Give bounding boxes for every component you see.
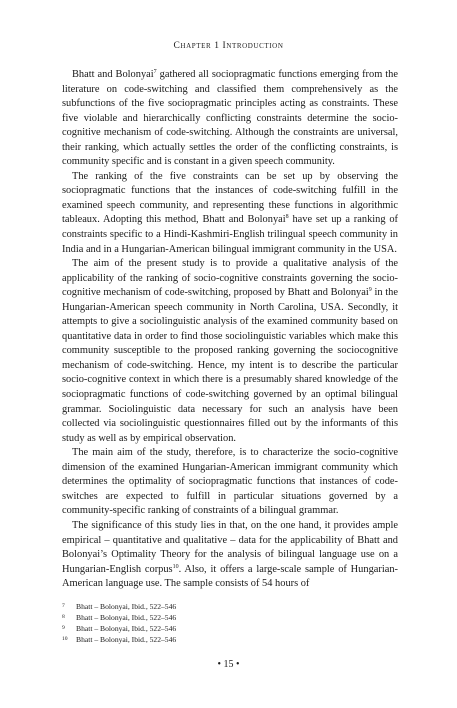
footnote-ref-7: 7 [153, 69, 157, 75]
footnote-text: Bhatt – Bolonyai, Ibid., 522–546 [76, 634, 177, 644]
body-text [62, 68, 398, 592]
footnote [62, 624, 398, 635]
paragraph-1: Bhatt and Bolonyai$^7$ gathered all sociopragmatic functions emerging from the literature on code-switching and classified them comprehensively as the subfunctions of the five sociopragmatic principles acting as constraints. These five violable and hierarchically conflicting constraints determine the socio-cognitive mechanism of code-switching. Although the constraints are universal, their ranking, which actually settles the order of the conflicting constraints, is community specific and is constant in a given speech community. [62, 69, 398, 168]
footnote-number: 10 [62, 635, 68, 642]
paragraph-5: The significance of this study lies in that, on the one hand, it provides ample empirical – quantitative and qualitative – data for the applicability of Bhatt and Bolonyai’s Optimality Theory for the analysis of bilingual language use on a Hungarian-English corpus$^{10}$. Also, it offers a large-scale sample of Hungarian-American language use. The sample consists of 54 hours of [62, 519, 398, 590]
paragraph-4: The main aim of the study, therefore, is to characterize the socio-cognitive dimension of the examined Hungarian-American immigrant community which determines the optimality of sociopragmatic functions that instances of code-switches are expected to fulfill in particular situations governed by a community-specific ranking of constraints of a bilingual grammar. [62, 447, 398, 517]
footnote-ref-10: 10 [172, 563, 179, 570]
paragraph-3: The aim of the present study is to provide a qualitative analysis of the applicability of the ranking of socio-cognitive constraints governing the socio-cognitive mechanism of code-switching, proposed by Bhatt and Bolonyai$^9$ in the Hungarian-American speech community in North Carolina, USA. Secondly, it attempts to give a sociolinguistic analysis of the examined community based on quantitative data in order to find those sociolinguistic variables which make this community susceptible to the proposed ranking governing the sociocognitive mechanism of code-switching. Hence, my intent is to describe the particular socio-cognitive context in which there is a presumably shared knowledge of the sociopragmatic functions of code-switching governed by an optimal bilingual grammar. Sociolinguistic data necessary for such an analysis have been collected via sociolinguistic questionnaires filled out by the informants of this study as well as by empirical observation. [62, 258, 398, 444]
footnote-text: Bhatt – Bolonyai, Ibid., 522–546 [76, 623, 177, 633]
footnote [62, 613, 398, 624]
running-head: Chapter 1 Introduction [173, 41, 284, 51]
footnote-ref-9: 9 [368, 287, 372, 294]
footnotes [62, 602, 398, 646]
paragraph-2: The ranking of the five constraints can be set up by observing the sociopragmatic functions that the instances of code-switching fulfill in the examined speech community, and representing these functions in algorithmic tableaux. Adopting this method, Bhatt and Bolonyai$^8$ have set up a ranking of constraints specific to a Hindi-Kashmiri-English trilingual speech community in India and in a Hungarian-American bilingual immigrant community in the USA. [62, 170, 398, 255]
footnote [62, 635, 398, 646]
footnote-number: 8 [62, 613, 65, 620]
footnote-text: Bhatt – Bolonyai, Ibid., 522–546 [76, 602, 177, 611]
footnote [62, 602, 398, 613]
page-number: • 15 • [217, 659, 240, 670]
footnote-number: 7 [62, 603, 65, 609]
footnote-text: Bhatt – Bolonyai, Ibid., 522–546 [76, 612, 177, 622]
footnote-number: 9 [62, 624, 65, 631]
footnote-ref-8: 8 [285, 214, 289, 221]
